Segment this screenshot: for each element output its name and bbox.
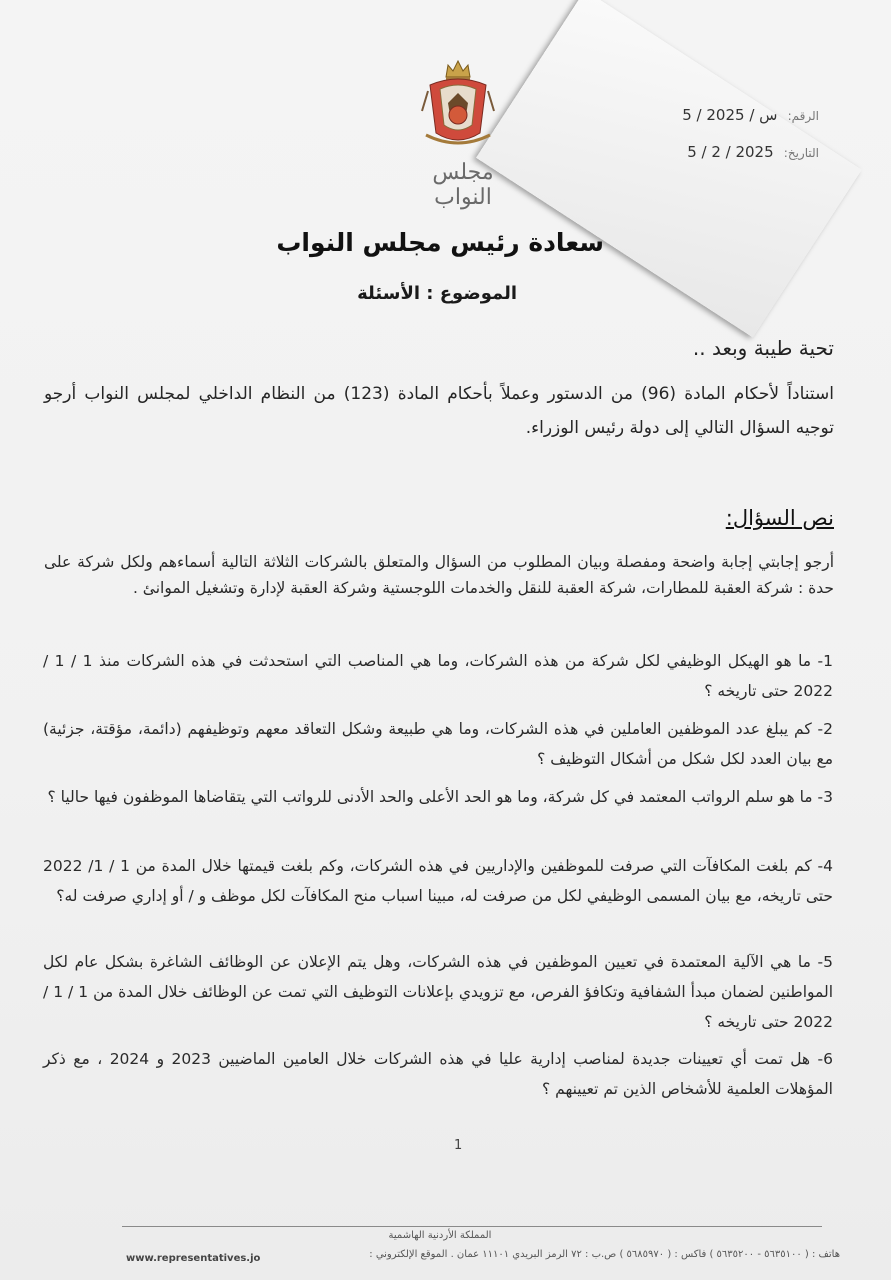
footer-divider [122, 1226, 822, 1227]
question-item-5: 5- ما هي الآلية المعتمدة في تعيين الموظفين في هذه الشركات، وهل يتم الإعلان عن الوظائف الشاغرة بشكل عام لكل المواطنين لضمان مبدأ الشفافية وتكافؤ الفرص، مع تزويدي بإعلانات التوظيف التي تمت عن الوظائف خلال المدة من 1 / 1 / 2022 حتى تاريخه ؟ [43, 953, 834, 1031]
footer-org: المملكة الأردنية الهاشمية [388, 1230, 492, 1241]
question-item-6: 6- هل تمت أي تعيينات جديدة لمناصب إدارية عليا في هذه الشركات خلال العامين الماضيين 2023 و 2024 ، مع ذكر المؤهلات العلمية للأشخاص الذين تم تعيينهم ؟ [43, 1050, 834, 1098]
folded-page-corner [476, 0, 862, 337]
letter-date [579, 143, 819, 161]
reference-number-value: 5 / س / 2025 [682, 106, 778, 124]
greeting: تحية طيبة وبعد .. [692, 336, 834, 360]
date-value: 5 / 2 / 2025 [687, 143, 774, 161]
website-link[interactable]: www.representatives.jo [126, 1253, 261, 1264]
question-item-2: 2- كم يبلغ عدد الموظفين العاملين في هذه الشركات، وما هي طبيعة وشكل التعاقد معهم وتوظيفهم (دائمة، مؤقتة، جزئية) مع بيان العدد لكل شكل من أشكال التوظيف ؟ [43, 720, 833, 768]
page-number: 1 [454, 1138, 463, 1153]
addressee: سعادة رئيس مجلس النواب [276, 228, 604, 257]
question-item-1: 1- ما هو الهيكل الوظيفي لكل شركة من هذه الشركات، وما هي المناصب التي استحدثت في هذه الشركات منذ 1 / 1 / 2022 حتى تاريخه ؟ [43, 652, 834, 700]
intro-paragraph: استناداً لأحكام المادة (96) من الدستور وعملاً بأحكام المادة (123) من النظام الداخلي لمجلس النواب أرجو توجيه السؤال التالي إلى دولة رئيس الوزراء. [44, 384, 834, 438]
council-logo: مجلس النواب [432, 160, 494, 210]
question-item-4: 4- كم بلغت المكافآت التي صرفت للموظفين والإداريين في هذه الشركات، وكم بلغت قيمتها خلال المدة من 1 / 1/ 2022 حتى تاريخه، مع بيان المسمى الوظيفي لكل من صرفت له، مبينا اسباب منح المكافآت لكل موظف و / أو إداري صرفت له؟ [43, 857, 834, 905]
question-body: أرجو إجابتي إجابة واضحة ومفصلة وبيان المطلوب من السؤال والمتعلق بالشركات الثلاثة التالية أسماءهم ولكل شركة على حدة : شركة العقبة للمطارات، شركة العقبة للنقل والخدمات اللوجستية وشركة العقبة لإدارة وتشغيل الموانئ . [44, 553, 834, 597]
footer-contact-text: هاتف : ( ٥٦٣٥١٠٠ - ٥٦٣٥٢٠٠ ) فاكس : ( ٥٦٨٥٩٧٠ ) ص.ب : ٧٢ الرمز البريدي ١١١٠١ عمان . الموقع الإلكتروني : [369, 1249, 840, 1260]
reference-number [579, 106, 819, 124]
coat-of-arms-icon [418, 55, 498, 155]
subject-line: الموضوع : الأسئلة [357, 283, 517, 304]
reference-number-label: الرقم: [787, 109, 819, 123]
date-label: التاريخ: [783, 146, 819, 160]
question-heading: نص السؤال: [725, 506, 834, 530]
question-item-3: 3- ما هو سلم الرواتب المعتمد في كل شركة، وما هو الحد الأعلى والحد الأدنى للرواتب التي يتقاضاها الموظفون فيها حاليا ؟ [47, 788, 833, 806]
footer-contact [120, 1249, 840, 1264]
